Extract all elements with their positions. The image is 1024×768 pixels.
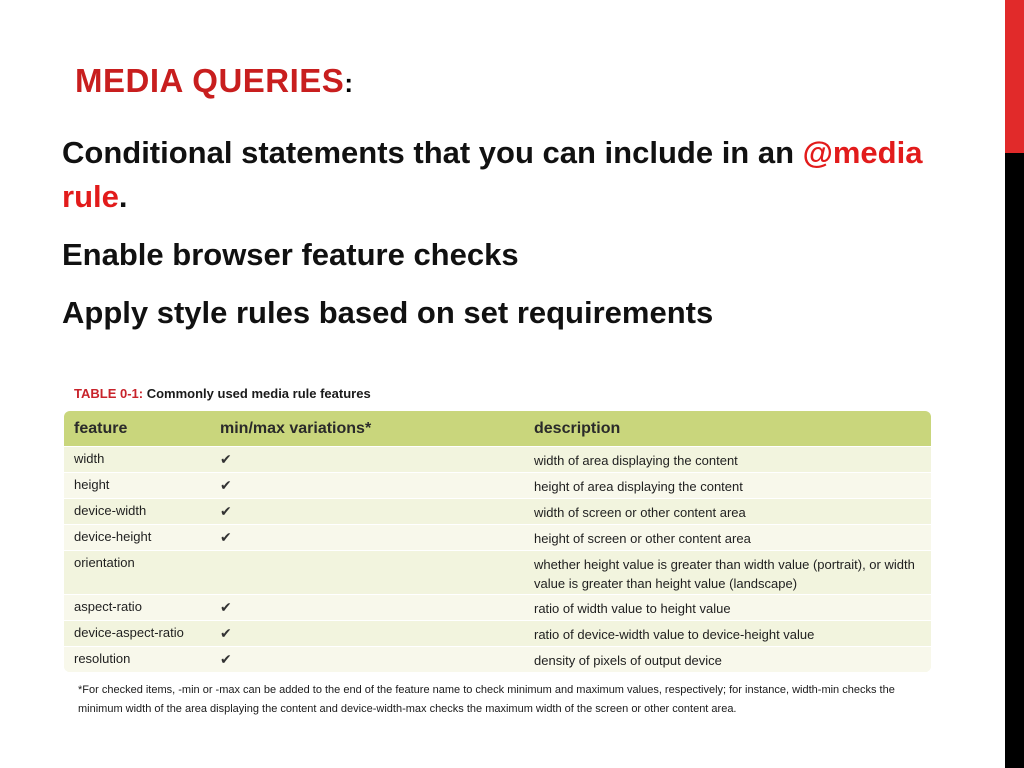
cell-feature: device-height — [74, 529, 152, 544]
cell-feature: device-width — [74, 503, 147, 518]
table-header-row — [64, 411, 931, 446]
slide-title — [75, 61, 353, 103]
cell-feature: orientation — [74, 555, 135, 570]
cell-min-max — [210, 529, 524, 546]
accent-bar-red — [1005, 0, 1024, 153]
cell-min-max — [210, 651, 524, 668]
cell-description: height of area displaying the content — [534, 479, 743, 494]
table-caption — [74, 386, 371, 401]
checkmark-icon: ✔ — [220, 503, 232, 519]
table-footnote — [78, 681, 918, 719]
table-row — [64, 646, 931, 672]
cell-feature: aspect-ratio — [74, 599, 142, 614]
checkmark-icon: ✔ — [220, 599, 232, 615]
cell-description: whether height value is greater than width value (portrait), or width value is greater than height value (landscape) — [534, 557, 915, 591]
cell-feature: resolution — [74, 651, 131, 666]
bullet-style-rules: Apply style rules based on set requirements — [62, 295, 714, 330]
table-body — [64, 446, 931, 672]
table-row — [64, 472, 931, 498]
cell-min-max — [210, 625, 524, 642]
checkmark-icon: ✔ — [220, 477, 232, 493]
media-rule-highlight: @media rule — [62, 135, 923, 214]
table-row — [64, 620, 931, 646]
checkmark-icon: ✔ — [220, 451, 232, 467]
bullet-list — [62, 131, 982, 349]
footnote-text: *For checked items, -min or -max can be added to the end of the feature name to check minimum and maximum values, respectively; for instance, width-min checks the minimum width of the area displaying the content and device-width-max checks the maximum width of the screen or other content area. — [78, 684, 895, 715]
bullet-feature-checks: Enable browser feature checks — [62, 237, 519, 272]
table-caption-text: Commonly used media rule features — [143, 386, 371, 401]
table-row — [64, 524, 931, 550]
cell-feature: width — [74, 451, 105, 466]
cell-description: density of pixels of output device — [534, 653, 722, 668]
cell-min-max — [210, 503, 524, 520]
cell-description: width of screen or other content area — [534, 505, 746, 520]
table-row — [64, 594, 931, 620]
cell-min-max — [210, 599, 524, 616]
bullet-conditional-statements — [62, 131, 982, 219]
checkmark-icon: ✔ — [220, 529, 232, 545]
cell-feature: device-aspect-ratio — [74, 625, 184, 640]
cell-description: ratio of device-width value to device-height value — [534, 627, 815, 642]
cell-min-max — [210, 451, 524, 468]
table-row — [64, 498, 931, 524]
slide-title-text: MEDIA QUERIES — [75, 62, 345, 99]
checkmark-icon: ✔ — [220, 651, 232, 667]
header-min-max: min/max variations* — [220, 419, 372, 437]
cell-description: width of area displaying the content — [534, 453, 738, 468]
header-description: description — [534, 420, 621, 437]
bullet-1-period: . — [118, 179, 128, 214]
table-row — [64, 446, 931, 472]
cell-description: height of screen or other content area — [534, 531, 751, 546]
checkmark-icon: ✔ — [220, 625, 232, 641]
cell-feature: height — [74, 477, 110, 492]
header-feature: feature — [74, 419, 128, 437]
table-caption-number: TABLE 0-1: — [74, 386, 144, 401]
cell-min-max — [210, 477, 524, 494]
table-row — [64, 550, 931, 594]
bullet-1-text: Conditional statements that you can include in an — [62, 135, 803, 170]
slide-title-colon: : — [344, 68, 354, 98]
cell-description: ratio of width value to height value — [534, 601, 731, 616]
accent-bar-black — [1005, 153, 1024, 768]
media-features-table — [64, 411, 931, 672]
